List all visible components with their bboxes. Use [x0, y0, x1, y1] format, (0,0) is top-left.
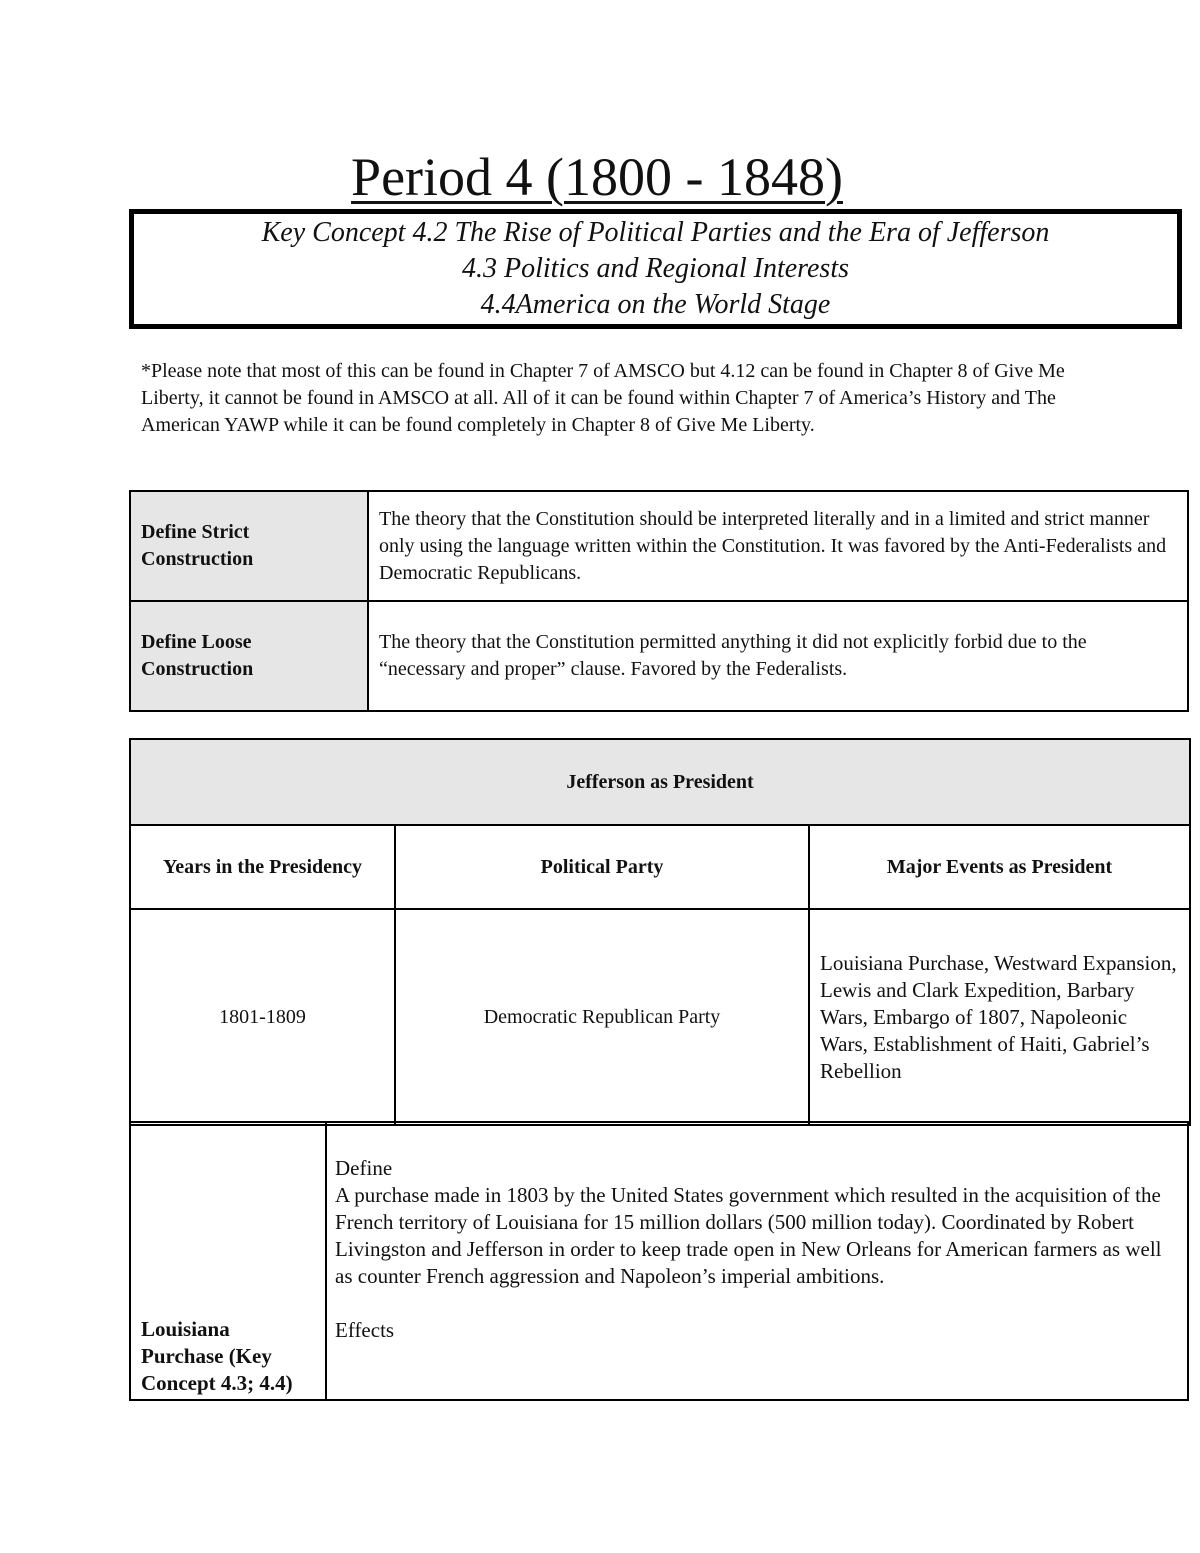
party-cell: Democratic Republican Party [395, 909, 809, 1125]
key-concept-box [129, 209, 1182, 329]
events-cell: Louisiana Purchase, Westward Expansion, Lewis and Clark Expedition, Barbary Wars, Embargo of 1807, Napoleonic Wars, Establishment of Haiti, Gabriel’s Rebellion [809, 909, 1190, 1125]
column-header: Major Events as President [809, 825, 1190, 909]
years-cell: 1801-1809 [130, 909, 395, 1125]
page-title: Period 4 (1800 - 1848) [351, 147, 843, 207]
define-label: Define [335, 1156, 393, 1180]
definition-cell: The theory that the Constitution permitted anything it did not explicitly forbid due to the “necessary and proper” clause. Favored by the Federalists. [368, 601, 1188, 711]
column-header: Political Party [395, 825, 809, 909]
definitions-table [129, 490, 1189, 712]
table-row [130, 601, 1188, 711]
louisiana-body-cell [326, 1122, 1188, 1400]
term-cell: Define Loose Construction [130, 601, 368, 711]
louisiana-purchase-table [129, 1121, 1189, 1401]
president-table [129, 738, 1191, 1126]
chapter-note: *Please note that most of this can be found in Chapter 7 of AMSCO but 4.12 can be found in Chapter 8 of Give Me Liberty, it cannot be found in AMSCO at all. All of it can be found within Chapter 7 of America’s History and The American YAWP while it can be found completely in Chapter 8 of Give Me Liberty. [141, 360, 1065, 436]
table-row [130, 909, 1190, 1125]
definition-cell: The theory that the Constitution should be interpreted literally and in a limited and strict manner only using the language written within the Constitution. It was favored by the Anti-Federalists and Democratic Republicans. [368, 491, 1188, 601]
louisiana-label-cell: Louisiana Purchase (Key Concept 4.3; 4.4) [130, 1122, 326, 1400]
key-concept-line: 4.3 Politics and Regional Interests [461, 253, 850, 284]
key-concept-line: 4.4America on the World Stage [480, 289, 831, 320]
effects-label: Effects [335, 1318, 395, 1342]
term-cell: Define Strict Construction [130, 491, 368, 601]
table-row [130, 825, 1190, 909]
table-row [130, 491, 1188, 601]
key-concept-line: Key Concept 4.2 The Rise of Political Parties and the Era of Jefferson [261, 217, 1050, 248]
president-table-heading: Jefferson as President [130, 739, 1190, 825]
define-text: A purchase made in 1803 by the United States government which resulted in the acquisition of the French territory of Louisiana for 15 million dollars (500 million today). Coordinated by Robert Livingston and Jefferson in order to keep trade open in New Orleans for American farmers as well as counter French aggression and Napoleon’s imperial ambitions. [335, 1183, 1162, 1288]
spacer [335, 1290, 1177, 1317]
table-row [130, 1122, 1188, 1400]
table-row [130, 739, 1190, 825]
column-header: Years in the Presidency [130, 825, 395, 909]
